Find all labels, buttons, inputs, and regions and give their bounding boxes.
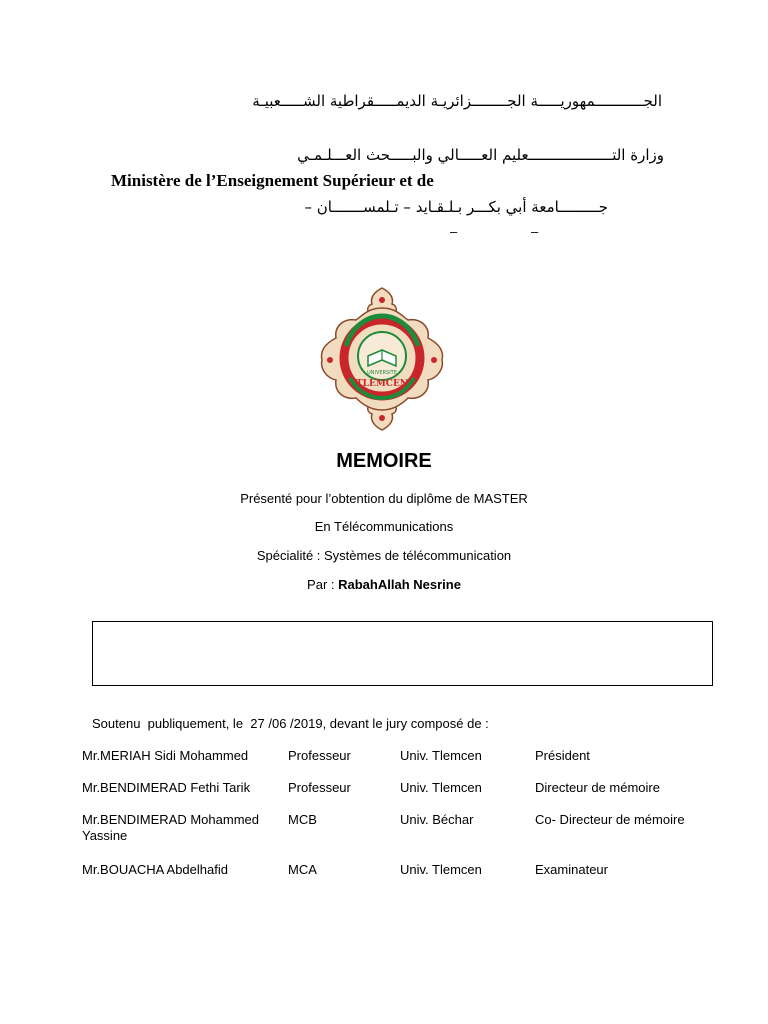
logo-arc-text: UNIVERSITE: [367, 370, 397, 376]
jury-grade: MCB: [288, 812, 317, 827]
university-logo: [316, 286, 448, 432]
jury-name: Mr.BENDIMERAD Fethi Tarik: [82, 780, 251, 795]
jury-role: Examinateur: [535, 862, 608, 877]
author-name: RabahAllah Nesrine: [338, 577, 461, 592]
logo-city-text: TLEMCEN: [355, 379, 409, 389]
jury-university: Univ. Tlemcen: [400, 780, 482, 795]
dash-mark: –: [531, 224, 539, 239]
jury-name: Mr.BOUACHA Abdelhafid: [82, 862, 228, 877]
specialty-line: Spécialité : Systèmes de télécommunication: [256, 548, 512, 563]
jury-name-continued: Yassine: [82, 828, 128, 843]
dash-mark: –: [450, 224, 458, 239]
jury-role: Co- Directeur de mémoire: [535, 812, 685, 827]
arabic-university-heading: جـــــــــامعة أبي بكـــر بـلـقـايد – تـلمســـــــان –: [304, 198, 608, 216]
jury-name: Mr.MERIAH Sidi Mohammed: [82, 748, 249, 763]
jury-role: Président: [535, 748, 590, 763]
thesis-title-box: [92, 621, 713, 686]
defense-intro: Soutenu publiquement, le 27 /06 /2019, devant le jury composé de :: [92, 716, 489, 731]
french-ministry-heading: Ministère de l’Enseignement Supérieur et de: [111, 171, 434, 190]
jury-grade: MCA: [288, 862, 317, 877]
jury-role: Directeur de mémoire: [535, 780, 660, 795]
diploma-line: Présenté pour l’obtention du diplôme de MASTER: [240, 491, 528, 506]
arabic-ministry-heading: وزارة التـــــــــــــــــــعليم العـــــالي والبـــــحث العـــلـمـي: [297, 146, 664, 164]
author-line: [0, 577, 768, 592]
jury-name: Mr.BENDIMERAD Mohammed: [82, 812, 259, 827]
document-title: MEMOIRE: [336, 450, 432, 472]
author-prefix: Par :: [307, 577, 339, 592]
field-line: En Télécommunications: [314, 519, 454, 534]
jury-university: Univ. Béchar: [400, 812, 474, 827]
jury-grade: Professeur: [288, 780, 351, 795]
jury-grade: Professeur: [288, 748, 351, 763]
arabic-republic-heading: الجـــــــــــمهوريـــــة الجــــــــزائريـة الديمـــــقراطية الشـــــعبيـة: [252, 92, 662, 110]
jury-university: Univ. Tlemcen: [400, 862, 482, 877]
jury-university: Univ. Tlemcen: [400, 748, 482, 763]
